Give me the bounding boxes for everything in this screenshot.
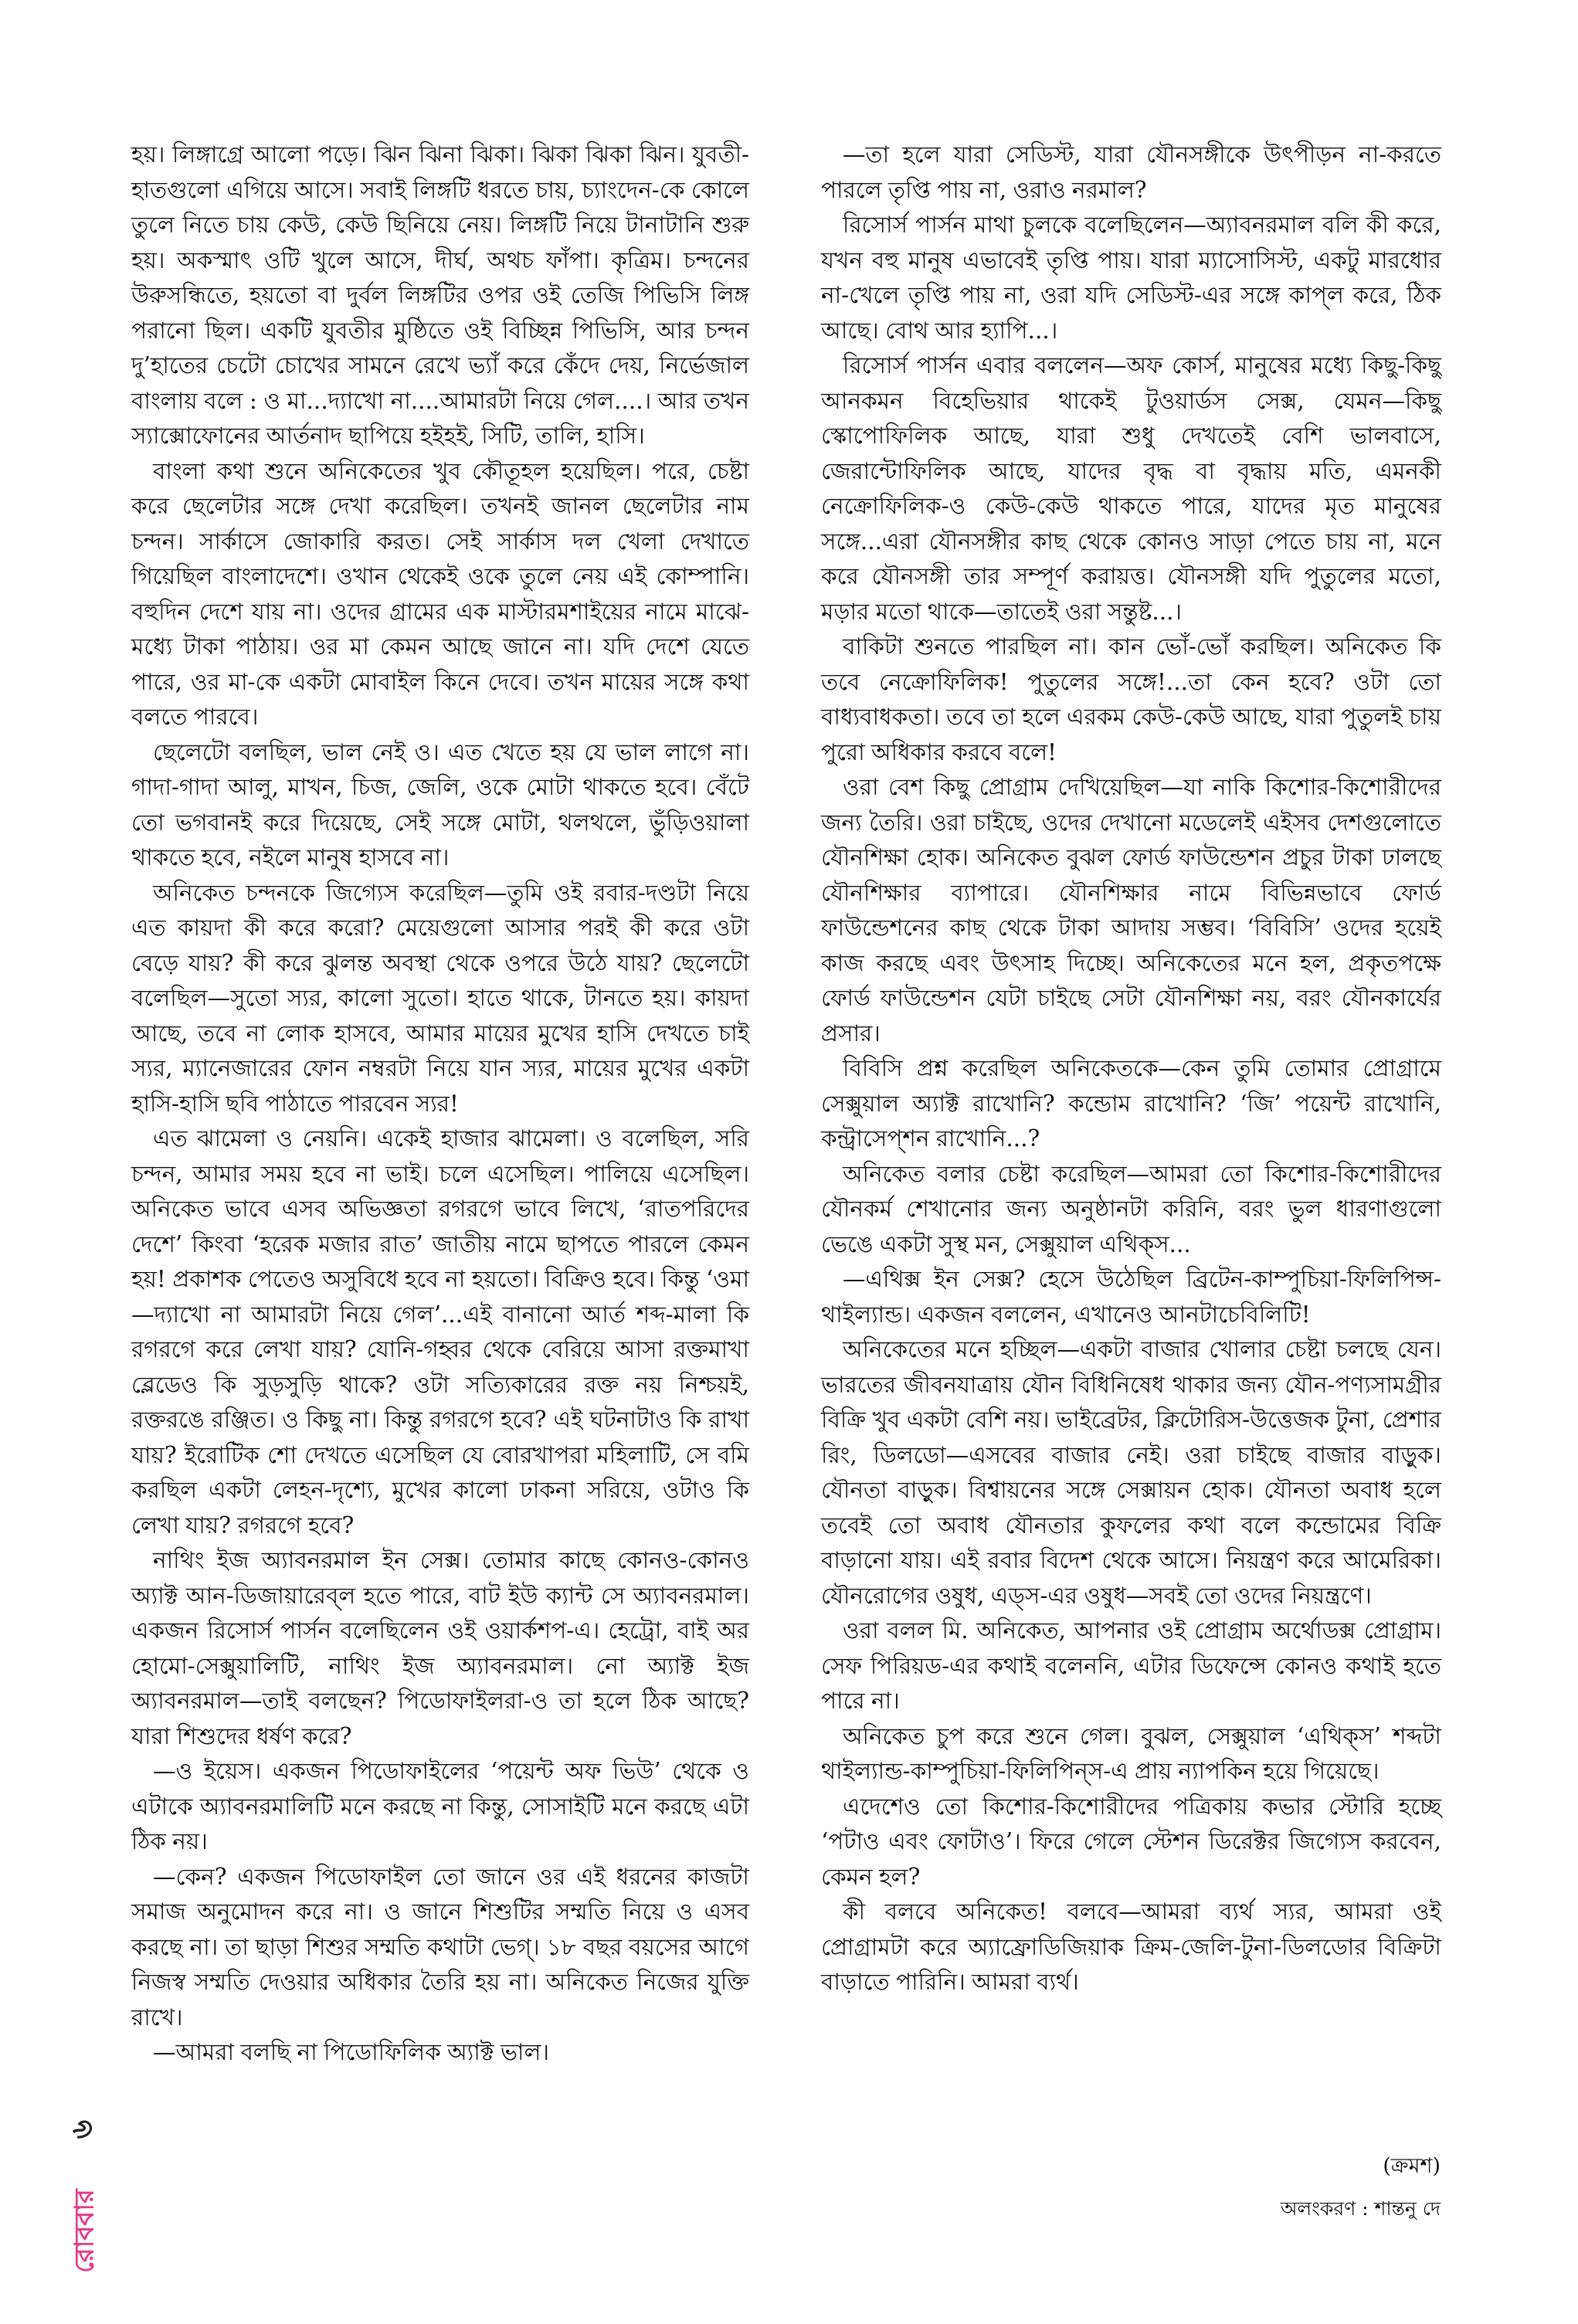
- paragraph: —আমরা বলছি না পিডোফিলিক অ্যাক্ট ভাল।: [153, 2039, 550, 2065]
- paragraph: বাকিটা শুনতে পারছিল না। কান ভোঁ-ভোঁ করছিল। অনিকেত কি তবে নেক্রোফিলিক! পুতুলের সঙ্গে!...তা কেন হবে? ওটা তো বাধ্যবাধকতা। তবে তা হলে এরকম কেউ-কেউ আছে, যারা পুতুলই চায় পুরো অধিকার করবে বলে!: [821, 633, 1441, 765]
- paragraph: —ও ইয়েস। একজন পিডোফাইলের ‘পয়েন্ট অফ ভিউ’ থেকে ও এটাকে অ্যাবনরমালিটি মনে করছে না কিন্তু, সোসাইটি মনে করছে এটা ঠিক নয়।: [131, 1758, 749, 1854]
- paragraph: রিসোর্স পার্সন মাথা চুলকে বলেছিলেন—অ্যাবনরমাল বলি কী করে, যখন বহু মানুষ এভাবেই তৃপ্তি পায়। যারা ম্যাসোসিস্ট, একটু মারধোর না-খেলে তৃপ্তি পায় না, ওরা যদি সেডিস্ট-এর সঙ্গে কাপ্‌ল করে, ঠিক আছে। বোথ আর হ্যাপি...।: [821, 212, 1441, 344]
- paragraph: ওরা বেশ কিছু প্রোগ্রাম দেখিয়েছিল—যা নাকি কিশোর-কিশোরীদের জন্য তৈরি। ওরা চাইছে, ওদের দেখানো মডেলেই এইসব দেশগুলোতে যৌনশিক্ষা হোক। অনিকেত বুঝল ফোর্ড ফাউন্ডেশন প্রচুর টাকা ঢালছে যৌনশিক্ষার ব্যাপারে। যৌনশিক্ষার নামে বিভিন্নভাবে ফোর্ড ফাউন্ডেশনের কাছ থেকে টাকা আদায় সম্ভব। ‘বিবিসি’ ওদের হয়েই কাজ করছে এবং উৎসাহ দিচ্ছে। অনিকেতের মনে হল, প্রকৃতপক্ষে ফোর্ড ফাউন্ডেশন যেটা চাইছে সেটা যৌনশিক্ষা নয়, বরং যৌনকার্যের প্রসার।: [821, 774, 1441, 1047]
- paragraph: অনিকেতের মনে হচ্ছিল—একটা বাজার খোলার চেষ্টা চলছে যেন। ভারতের জীবনযাত্রায় যৌন বিধিনিষেধ থাকার জন্য যৌন-পণ্যসামগ্রীর বিক্রি খুব একটা বেশি নয়। ভাইব্রেটর, ক্লিটোরিস-উত্তেজক টুনা, প্রেশার রিং, ডিলডো—এসবের বাজার নেই। ওরা চাইছে বাজার বাড়ুক। যৌনতা বাড়ুক। বিশ্বায়নের সঙ্গে সেক্সায়ন হোক। যৌনতা অবাধ হলে তবেই তো অবাধ যৌনতার কুফলের কথা বলে কন্ডোমের বিক্রি বাড়ানো যায়। এই রবার বিদেশ থেকে আসে। নিয়ন্ত্রণ করে আমেরিকা। যৌনরোগের ওষুধ, এড্‌স-এর ওষুধ—সবই তো ওদের নিয়ন্ত্রণে।: [821, 1336, 1441, 1609]
- magazine-name: রোববার: [69, 2189, 100, 2273]
- paragraph: ছেলেটো বলছিল, ভাল নেই ও। এত খেতে হয় যে ভাল লাগে না। গাদা-গাদা আলু, মাখন, চিজ, জেলি, ওকে মোটা থাকতে হবে। বেঁটে তো ভগবানই করে দিয়েছে, সেই সঙ্গে মোটা, থলথলে, ভুঁড়িওয়ালা থাকতে হবে, নইলে মানুষ হাসবে না।: [131, 738, 749, 870]
- paragraph: রিসোর্স পার্সন এবার বললেন—অফ কোর্স, মানুষের মধ্যে কিছু-কিছু আনকমন বিহেভিয়ার থাকেই টুওয়ার্ডস সেক্স, যেমন—কিছু স্কোপোফিলিক আছে, যারা শুধু দেখতেই বেশি ভালবাসে, জেরান্টোফিলিক আছে, যাদের বৃদ্ধ বা বৃদ্ধায় মতি, এমনকী নেক্রোফিলিক-ও কেউ-কেউ থাকতে পারে, যাদের মৃত মানুষের সঙ্গে...এরা যৌনসঙ্গীর কাছ থেকে কোনও সাড়া পেতে চায় না, মনে করে যৌনসঙ্গী তার সম্পূর্ণ করায়ত্ত। যৌনসঙ্গী যদি পুতুলের মতো, মড়ার মতো থাকে—তাতেই ওরা সন্তুষ্ট...।: [821, 352, 1441, 625]
- paragraph: অনিকেত চন্দনকে জিগ্যেস করেছিল—তুমি ওই রবার-দণ্ডটা নিয়ে এত কায়দা কী করে করো? মেয়েগুলো আসার পরই কী করে ওটা বেড়ে যায়? কী করে ঝুলন্ত অবস্থা থেকে ওপরে উঠে যায়? ছেলেটো বলেছিল—সুতো স্যর, কালো সুতো। হাতে থাকে, টানতে হয়। কায়দা আছে, তবে না লোক হাসবে, আমার মায়ের মুখের হাসি দেখতে চাই স্যর, ম্যানেজারের ফোন নম্বরটা নিয়ে যান স্যর, মায়ের মুখের একটা হাসি-হাসি ছবি পাঠাতে পারবেন স্যর!: [131, 879, 749, 1117]
- paragraph: —এথিক্স ইন সেক্স? হেসে উঠেছিল ব্রিটেন-কাম্পুচিয়া-ফিলিপিন্স-থাইল্যান্ড। একজন বললেন, এখানেও আনটাচেবিলিটি!: [821, 1266, 1441, 1328]
- paragraph: ওরা বলল মি. অনিকেত, আপনার ওই প্রোগ্রাম অর্থোডক্স প্রোগ্রাম। সেফ পিরিয়ড-এর কথাই বলেননি, এটার ডিফেন্সে কোনও কথাই হতে পারে না।: [821, 1617, 1441, 1714]
- paragraph: হয়। লিঙ্গাগ্রে আলো পড়ে। ঝিন ঝিনা ঝিকা। ঝিকা ঝিকা ঝিন। যুবতী-হাতগুলো এগিয়ে আসে। সবাই লিঙ্গটি ধরতে চায়, চ্যাংদেন-কে কোলে তুলে নিতে চায় কেউ, কেউ ছিনিয়ে নেয়। লিঙ্গটি নিয়ে টানাটানি শুরু হয়। অকস্মাৎ ওটি খুলে আসে, দীর্ঘ, অথচ ফাঁপা। কৃত্রিম। চন্দনের উরুসন্ধিতে, হয়তো বা দুর্বল লিঙ্গটির ওপর ওই তেজি পিভিসি লিঙ্গ পরানো ছিল। একটি যুবতীর মুষ্ঠিতে ওই বিচ্ছিন্ন পিভিসি, আর চন্দন দু’হাতের চেটো চোখের সামনে রেখে ভ্যাঁ করে কেঁদে দেয়, নির্ভেজাল বাংলায় বলে : ও মা...দ্যাখো না....আমারটা নিয়ে গেল....। আর তখন স্যাক্সোফোনের আর্তনাদ ছাপিয়ে হইহই, সিটি, তালি, হাসি।: [131, 141, 749, 449]
- page-footer-sidebar: [63, 2105, 116, 2275]
- paragraph: অনিকেত চুপ করে শুনে গেল। বুঝল, সেক্সুয়াল ‘এথিক্‌স’ শব্দটা থাইল্যান্ড-কাম্পুচিয়া-ফিলিপিন্‌স-এ প্রায় ন্যাপকিন হয়ে গিয়েছে।: [821, 1722, 1441, 1784]
- paragraph: নাথিং ইজ অ্যাবনরমাল ইন সেক্স। তোমার কাছে কোনও-কোনও অ্যাক্ট আন-ডিজায়ারেব্‌ল হতে পারে, বাট ইউ ক্যান্ট সে অ্যাবনরমাল। একজন রিসোর্স পার্সন বলেছিলেন ওই ওয়ার্কশপ-এ। হেট্রো, বাই অর হোমো-সেক্সুয়ালিটি, নাথিং ইজ অ্যাবনরমাল। নো অ্যাক্ট ইজ অ্যাবনরমাল—তাই বলছেন? পিডোফাইলরা-ও তা হলে ঠিক আছে? যারা শিশুদের ধর্ষণ করে?: [131, 1547, 749, 1749]
- paragraph: —তা হলে যারা সেডিস্ট, যারা যৌনসঙ্গীকে উৎপীড়ন না-করতে পারলে তৃপ্তি পায় না, ওরাও নরমাল?: [821, 141, 1441, 203]
- paragraph: —কেন? একজন পিডোফাইল তো জানে ওর এই ধরনের কাজটা সমাজ অনুমোদন করে না। ও জানে শিশুটির সম্মতি নিয়ে ও এসব করছে না। তা ছাড়া শিশুর সম্মতি কথাটা ভেগ্‌। ১৮ বছর বয়সের আগে নিজস্ব সম্মতি দেওয়ার অধিকার তৈরি হয় না। অনিকেত নিজের যুক্তি রাখে।: [131, 1863, 749, 2031]
- paragraph: অনিকেত বলার চেষ্টা করেছিল—আমরা তো কিশোর-কিশোরীদের যৌনকর্ম শেখানোর জন্য অনুষ্ঠানটা করিনি, বরং ভুল ধারণাগুলো ভেঙে একটা সুস্থ মন, সেক্সুয়াল এথিক্‌স...: [821, 1160, 1441, 1257]
- right-column: [821, 137, 1441, 2000]
- illustration-credit: অলংকরণ : শান্তনু দে: [1280, 2197, 1441, 2220]
- paragraph: বিবিসি প্রশ্ন করেছিল অনিকেতকে—কেন তুমি তোমার প্রোগ্রামে সেক্সুয়াল অ্যাক্ট রাখোনি? কন্ডোম রাখোনি? ‘জি’ পয়েন্ট রাখোনি, কন্ট্রাসেপ্‌শন রাখোনি...?: [821, 1055, 1441, 1152]
- page-number: ৬: [63, 2119, 99, 2139]
- continued-label: (ক্রমশ): [1383, 2154, 1441, 2178]
- left-column: [131, 137, 749, 2071]
- paragraph: বাংলা কথা শুনে অনিকেতের খুব কৌতূহল হয়েছিল। পরে, চেষ্টা করে ছেলেটার সঙ্গে দেখা করেছিল। তখনই জানল ছেলেটার নাম চন্দন। সার্কাসে জোকারি করত। সেই সার্কাস দল খেলা দেখাতে গিয়েছিল বাংলাদেশে। ওখান থেকেই ওকে তুলে নেয় এই কোম্পানি। বহুদিন দেশে যায় না। ওদের গ্রামের এক মাস্টারমশাইয়ের নামে মাঝে-মধ্যে টাকা পাঠায়। ওর মা কেমন আছে জানে না। যদি দেশে যেতে পারে, ওর মা-কে একটা মোবাইল কিনে দেবে। তখন মায়ের সঙ্গে কথা বলতে পারবে।: [131, 457, 749, 730]
- paragraph: এদেশেও তো কিশোর-কিশোরীদের পত্রিকায় কভার স্টোরি হচ্ছে ‘পটাও এবং ফোটাও’। ফিরে গেলে স্টেশন ডিরেক্টর জিগ্যেস করবেন, কেমন হল?: [821, 1793, 1441, 1890]
- paragraph: এত ঝামেলা ও নেয়নি। একেই হাজার ঝামেলা। ও বলেছিল, সরি চন্দন, আমার সময় হবে না ভাই। চলে এসেছিল। পালিয়ে এসেছিল। অনিকেত ভাবে এসব অভিজ্ঞতা রগরগে ভাবে লিখে, ‘রাতপরিদের দেশে’ কিংবা ‘হরেক মজার রাত’ জাতীয় নামে ছাপতে পারলে কেমন হয়! প্রকাশক পেতেও অসুবিধে হবে না হয়তো। বিক্রিও হবে। কিন্তু ‘ওমা—দ্যাখো না আমারটা নিয়ে গেল’...এই বানানো আর্ত শব্দ-মালা কি রগরগে করে লেখা যায়? যোনি-গহ্বর থেকে বেরিয়ে আসা রক্তমাখা ব্লেডেও কি সুড়সুড়ি থাকে? ওটা সত্যিকারের রক্ত নয় নিশ্চয়ই, রক্তরঙে রঞ্জিত। ও কিছু না। কিন্তু রগরগে হবে? এই ঘটনাটাও কি রাখা যায়? ইরোটিক শো দেখতে এসেছিল যে বোরখাপরা মহিলাটি, সে বমি করছিল একটা লেহন-দৃশ্যে, মুখের কালো ঢাকনা সরিয়ে, ওটাও কি লেখা যায়? রগরগে হবে?: [131, 1125, 749, 1539]
- paragraph: কী বলবে অনিকেত! বলবে—আমরা ব্যর্থ স্যর, আমরা ওই প্রোগ্রামটা করে অ্যাফ্রোডিজিয়াক ক্রিম-জেলি-টুনা-ডিলডোর বিক্রিটা বাড়াতে পারিনি। আমরা ব্যর্থ।: [821, 1898, 1441, 1995]
